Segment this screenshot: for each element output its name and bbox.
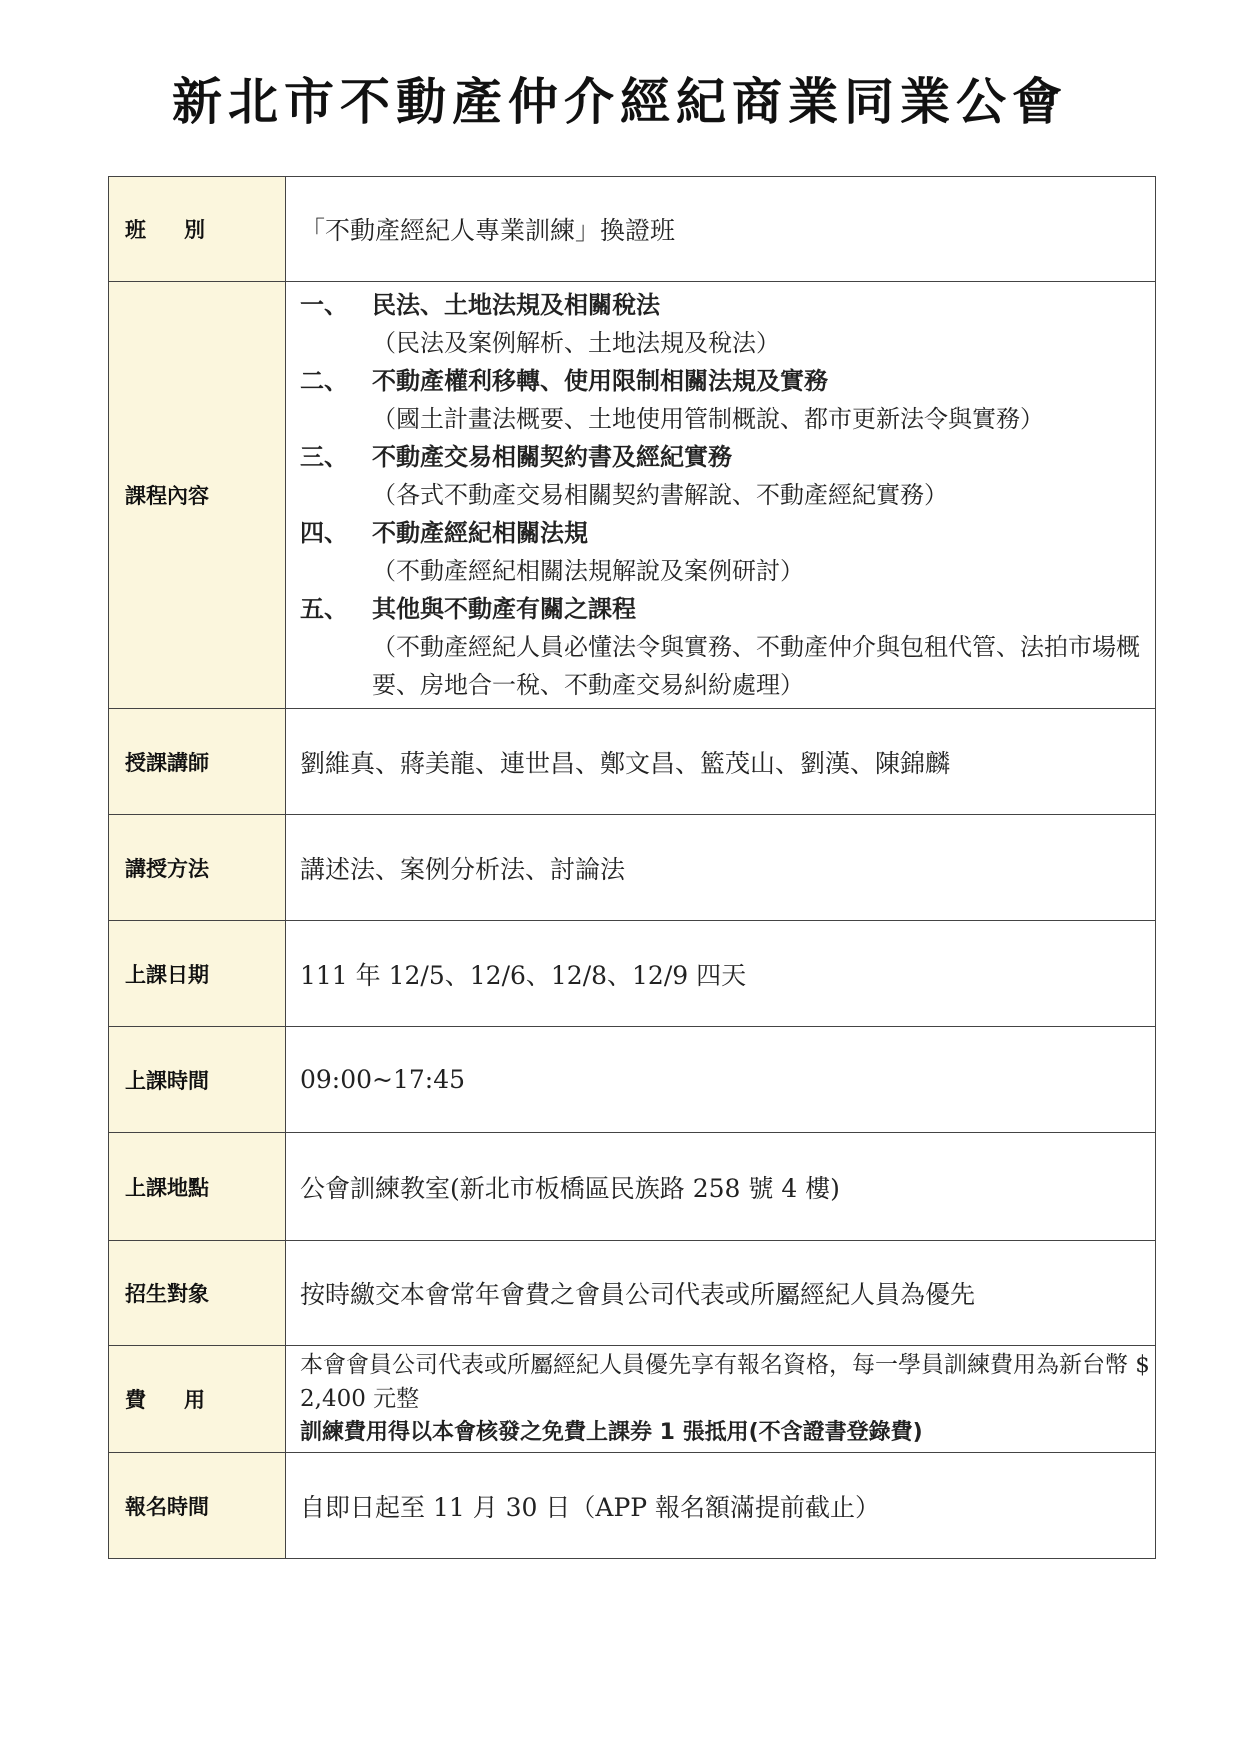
course-info-table [108, 176, 1156, 1559]
label-fee: 費用 [109, 1346, 286, 1453]
course-title: 不動產經紀相關法規 [372, 519, 588, 547]
label-class: 班別 [109, 177, 286, 282]
value-time: 09:00~17:45 [286, 1027, 1156, 1133]
course-desc: （民法及案例解析、土地法規及稅法） [372, 329, 780, 357]
fee-note: 訓練費用得以本會核發之免費上課券 1 張抵用(不含證書登錄費) [300, 1420, 923, 1445]
course-desc: （不動產經紀相關法規解說及案例研討） [372, 557, 804, 585]
value-fee [286, 1346, 1156, 1453]
row-time [109, 1027, 1156, 1133]
course-item [300, 590, 1155, 704]
value-class: 「不動產經紀人專業訓練」換證班 [286, 177, 1156, 282]
course-number: 二、 [300, 367, 348, 395]
value-instructors: 劉維真、蔣美龍、連世昌、鄭文昌、籃茂山、劉漢、陳錦麟 [286, 709, 1156, 815]
value-course [286, 282, 1156, 709]
course-desc: （各式不動產交易相關契約書解說、不動產經紀實務） [372, 481, 948, 509]
course-item [300, 286, 1155, 362]
label-method: 講授方法 [109, 815, 286, 921]
row-class [109, 177, 1156, 282]
label-course: 課程內容 [109, 282, 286, 709]
label-target: 招生對象 [109, 1241, 286, 1346]
label-date: 上課日期 [109, 921, 286, 1027]
course-title: 不動產權利移轉、使用限制相關法規及實務 [372, 367, 828, 395]
label-location: 上課地點 [109, 1133, 286, 1241]
row-method [109, 815, 1156, 921]
course-item [300, 514, 1155, 590]
course-title: 不動產交易相關契約書及經紀實務 [372, 443, 732, 471]
value-registration: 自即日起至 11 月 30 日（APP 報名額滿提前截止） [286, 1453, 1156, 1559]
course-title: 其他與不動產有關之課程 [372, 595, 636, 623]
course-desc: （不動產經紀人員必懂法令與實務、不動產仲介與包租代管、法拍市場概要、房地合一稅、不動產交易糾紛處理） [372, 633, 1140, 699]
label-time: 上課時間 [109, 1027, 286, 1133]
course-number: 一、 [300, 291, 348, 319]
row-location [109, 1133, 1156, 1241]
label-instructors: 授課講師 [109, 709, 286, 815]
value-date: 111 年 12/5、12/6、12/8、12/9 四天 [286, 921, 1156, 1027]
row-target [109, 1241, 1156, 1346]
value-method: 講述法、案例分析法、討論法 [286, 815, 1156, 921]
row-course [109, 282, 1156, 709]
course-item [300, 362, 1155, 438]
value-location: 公會訓練教室(新北市板橋區民族路 258 號 4 樓) [286, 1133, 1156, 1241]
value-target: 按時繳交本會常年會費之會員公司代表或所屬經紀人員為優先 [286, 1241, 1156, 1346]
course-item [300, 438, 1155, 514]
row-fee [109, 1346, 1156, 1453]
course-number: 四、 [300, 519, 348, 547]
row-registration [109, 1453, 1156, 1559]
label-registration: 報名時間 [109, 1453, 286, 1559]
course-title: 民法、土地法規及相關稅法 [372, 291, 660, 319]
row-instructors [109, 709, 1156, 815]
course-desc: （國土計畫法概要、土地使用管制概說、都市更新法令與實務） [372, 405, 1044, 433]
course-number: 三、 [300, 443, 348, 471]
course-list [300, 286, 1155, 704]
row-date [109, 921, 1156, 1027]
fee-text: 本會會員公司代表或所屬經紀人員優先享有報名資格，每一學員訓練費用為新台幣 $ 2,400 元整 [300, 1352, 1150, 1412]
document-title: 新北市不動產仲介經紀商業同業公會 [172, 73, 1068, 131]
course-number: 五、 [300, 595, 348, 623]
